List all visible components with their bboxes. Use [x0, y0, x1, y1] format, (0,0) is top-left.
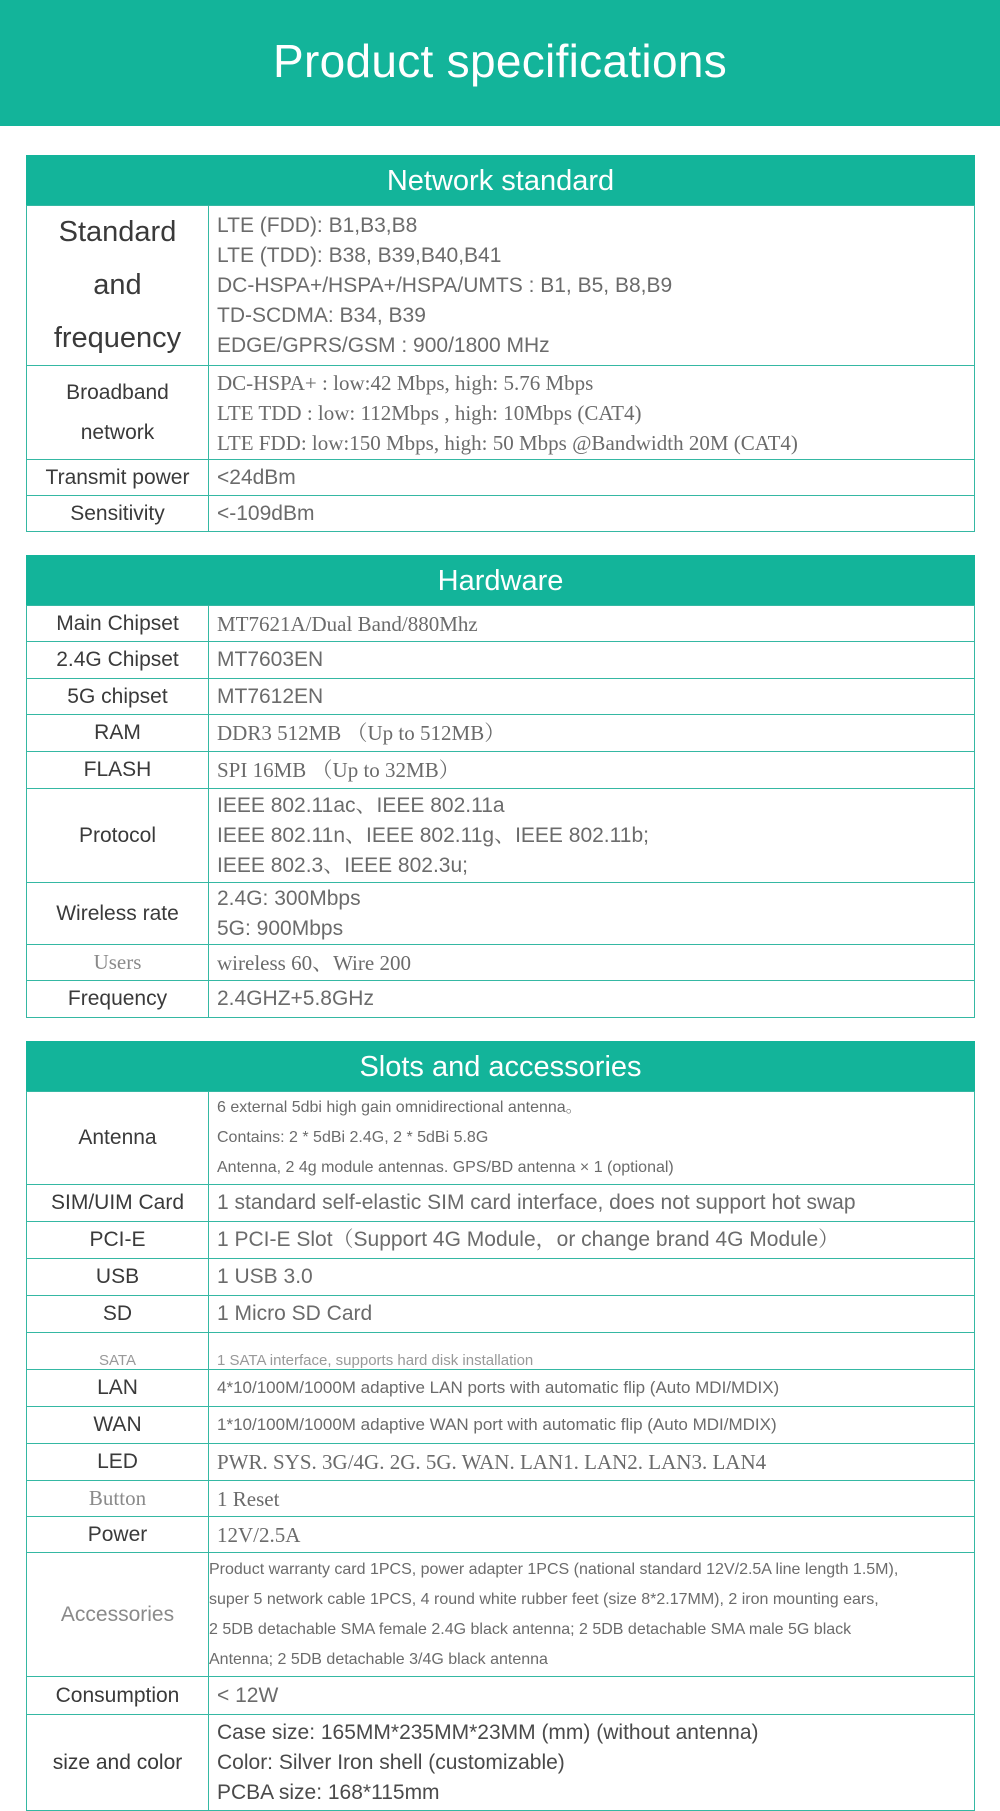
section-title: Slots and accessories	[26, 1041, 975, 1091]
spec-table	[26, 205, 975, 532]
section-network-standard	[26, 155, 975, 532]
row-value: LTE (FDD): B1,B3,B8 LTE (TDD): B38, B39,B40,B41 DC-HSPA+/HSPA+/HSPA/UMTS : B1, B5, B8,B9 TD-SCDMA: B34, B39 EDGE/GPRS/GSM : 900/1800 MHz	[209, 206, 975, 366]
row-label: 2.4G Chipset	[27, 642, 209, 679]
row-value: DC-HSPA+ : low:42 Mbps, high: 5.76 Mbps LTE TDD : low: 112Mbps , high: 10Mbps (CAT4) LTE FDD: low:150 Mbps, high: 50 Mbps @Bandwidth 20M (CAT4)	[209, 366, 975, 460]
table-row	[27, 1222, 975, 1259]
spec-table	[26, 1091, 975, 1811]
row-label: Main Chipset	[27, 606, 209, 642]
row-value: Product warranty card 1PCS, power adapter 1PCS (national standard 12V/2.5A line length 1.5M), super 5 network cable 1PCS, 4 round white rubber feet (size 8*2.17MM), 2 iron mounting ears, 2 5DB detachable SMA female 2.4G black antenna; 2 5DB detachable SMA male 5G black Antenna; 2 5DB detachable 3/4G black antenna	[209, 1553, 975, 1677]
row-value: 1 Micro SD Card	[209, 1296, 975, 1333]
table-row	[27, 883, 975, 945]
table-row	[27, 1407, 975, 1444]
row-value: 1 SATA interface, supports hard disk installation	[209, 1333, 975, 1370]
row-label: Users	[27, 945, 209, 981]
row-value: PWR. SYS. 3G/4G. 2G. 5G. WAN. LAN1. LAN2. LAN3. LAN4	[209, 1444, 975, 1481]
section-title: Hardware	[26, 555, 975, 605]
row-value: DDR3 512MB （Up to 512MB）	[209, 715, 975, 752]
row-label: Protocol	[27, 789, 209, 883]
row-value: 1 standard self-elastic SIM card interface, does not support hot swap	[209, 1185, 975, 1222]
row-label: size and color	[27, 1715, 209, 1811]
table-row	[27, 1715, 975, 1811]
row-value: MT7612EN	[209, 679, 975, 715]
row-label: Broadband network	[27, 366, 209, 460]
table-row	[27, 496, 975, 532]
table-row	[27, 460, 975, 496]
table-row	[27, 606, 975, 642]
row-label: LED	[27, 1444, 209, 1481]
section-hardware	[26, 555, 975, 1018]
row-value: <-109dBm	[209, 496, 975, 532]
page-title: Product specifications	[272, 35, 728, 87]
spec-table	[26, 605, 975, 1018]
row-value: 4*10/100M/1000M adaptive LAN ports with automatic flip (Auto MDI/MDIX)	[209, 1370, 975, 1407]
row-label: Sensitivity	[27, 496, 209, 532]
table-row	[27, 1185, 975, 1222]
table-row	[27, 1259, 975, 1296]
row-value: 1 USB 3.0	[209, 1259, 975, 1296]
row-label: Antenna	[27, 1092, 209, 1185]
row-value: IEEE 802.11ac、IEEE 802.11a IEEE 802.11n、IEEE 802.11g、IEEE 802.11b; IEEE 802.3、IEEE 802.3u;	[209, 789, 975, 883]
row-label: Button	[27, 1481, 209, 1517]
section-title: Network standard	[26, 155, 975, 205]
row-label: FLASH	[27, 752, 209, 789]
row-value: Case size: 165MM*235MM*23MM (mm) (without antenna) Color: Silver Iron shell (customizable) PCBA size: 168*115mm	[209, 1715, 975, 1811]
row-value: 1*10/100M/1000M adaptive WAN port with automatic flip (Auto MDI/MDIX)	[209, 1407, 975, 1444]
row-label: Standard and frequency	[27, 206, 209, 366]
row-value: 1 Reset	[209, 1481, 975, 1517]
row-value: 2.4GHZ+5.8GHz	[209, 981, 975, 1018]
row-label: LAN	[27, 1370, 209, 1407]
row-value: wireless 60、Wire 200	[209, 945, 975, 981]
row-label: Consumption	[27, 1677, 209, 1715]
table-row	[27, 752, 975, 789]
table-row	[27, 1092, 975, 1185]
table-row	[27, 1677, 975, 1715]
row-label: SIM/UIM Card	[27, 1185, 209, 1222]
table-row	[27, 366, 975, 460]
row-value: SPI 16MB （Up to 32MB）	[209, 752, 975, 789]
page-banner	[0, 0, 1000, 126]
table-row	[27, 1553, 975, 1677]
row-value: 2.4G: 300Mbps 5G: 900Mbps	[209, 883, 975, 945]
table-row	[27, 1444, 975, 1481]
row-value: 12V/2.5A	[209, 1517, 975, 1553]
section-slots-accessories	[26, 1041, 975, 1811]
row-label: USB	[27, 1259, 209, 1296]
table-row	[27, 679, 975, 715]
row-label: Power	[27, 1517, 209, 1553]
table-row	[27, 206, 975, 366]
row-label: PCI-E	[27, 1222, 209, 1259]
row-value: < 12W	[209, 1677, 975, 1715]
table-row	[27, 981, 975, 1018]
row-value: 6 external 5dbi high gain omnidirectional antenna。 Contains: 2 * 5dBi 2.4G, 2 * 5dBi 5.8G Antenna, 2 4g module antennas. GPS/BD antenna × 1 (optional)	[209, 1092, 975, 1185]
row-label: SD	[27, 1296, 209, 1333]
table-row	[27, 1517, 975, 1553]
row-label: WAN	[27, 1407, 209, 1444]
row-label: RAM	[27, 715, 209, 752]
table-row	[27, 945, 975, 981]
row-value: MT7603EN	[209, 642, 975, 679]
table-row	[27, 1481, 975, 1517]
row-value: <24dBm	[209, 460, 975, 496]
table-row	[27, 715, 975, 752]
row-value: MT7621A/Dual Band/880Mhz	[209, 606, 975, 642]
row-label: Accessories	[27, 1553, 209, 1677]
row-label: Transmit power	[27, 460, 209, 496]
row-label: Frequency	[27, 981, 209, 1018]
table-row	[27, 789, 975, 883]
row-label: 5G chipset	[27, 679, 209, 715]
row-value: 1 PCI-E Slot（Support 4G Module，or change brand 4G Module）	[209, 1222, 975, 1259]
row-label: SATA	[27, 1333, 209, 1370]
table-row	[27, 1296, 975, 1333]
table-row	[27, 642, 975, 679]
row-label: Wireless rate	[27, 883, 209, 945]
table-row	[27, 1333, 975, 1370]
table-row	[27, 1370, 975, 1407]
